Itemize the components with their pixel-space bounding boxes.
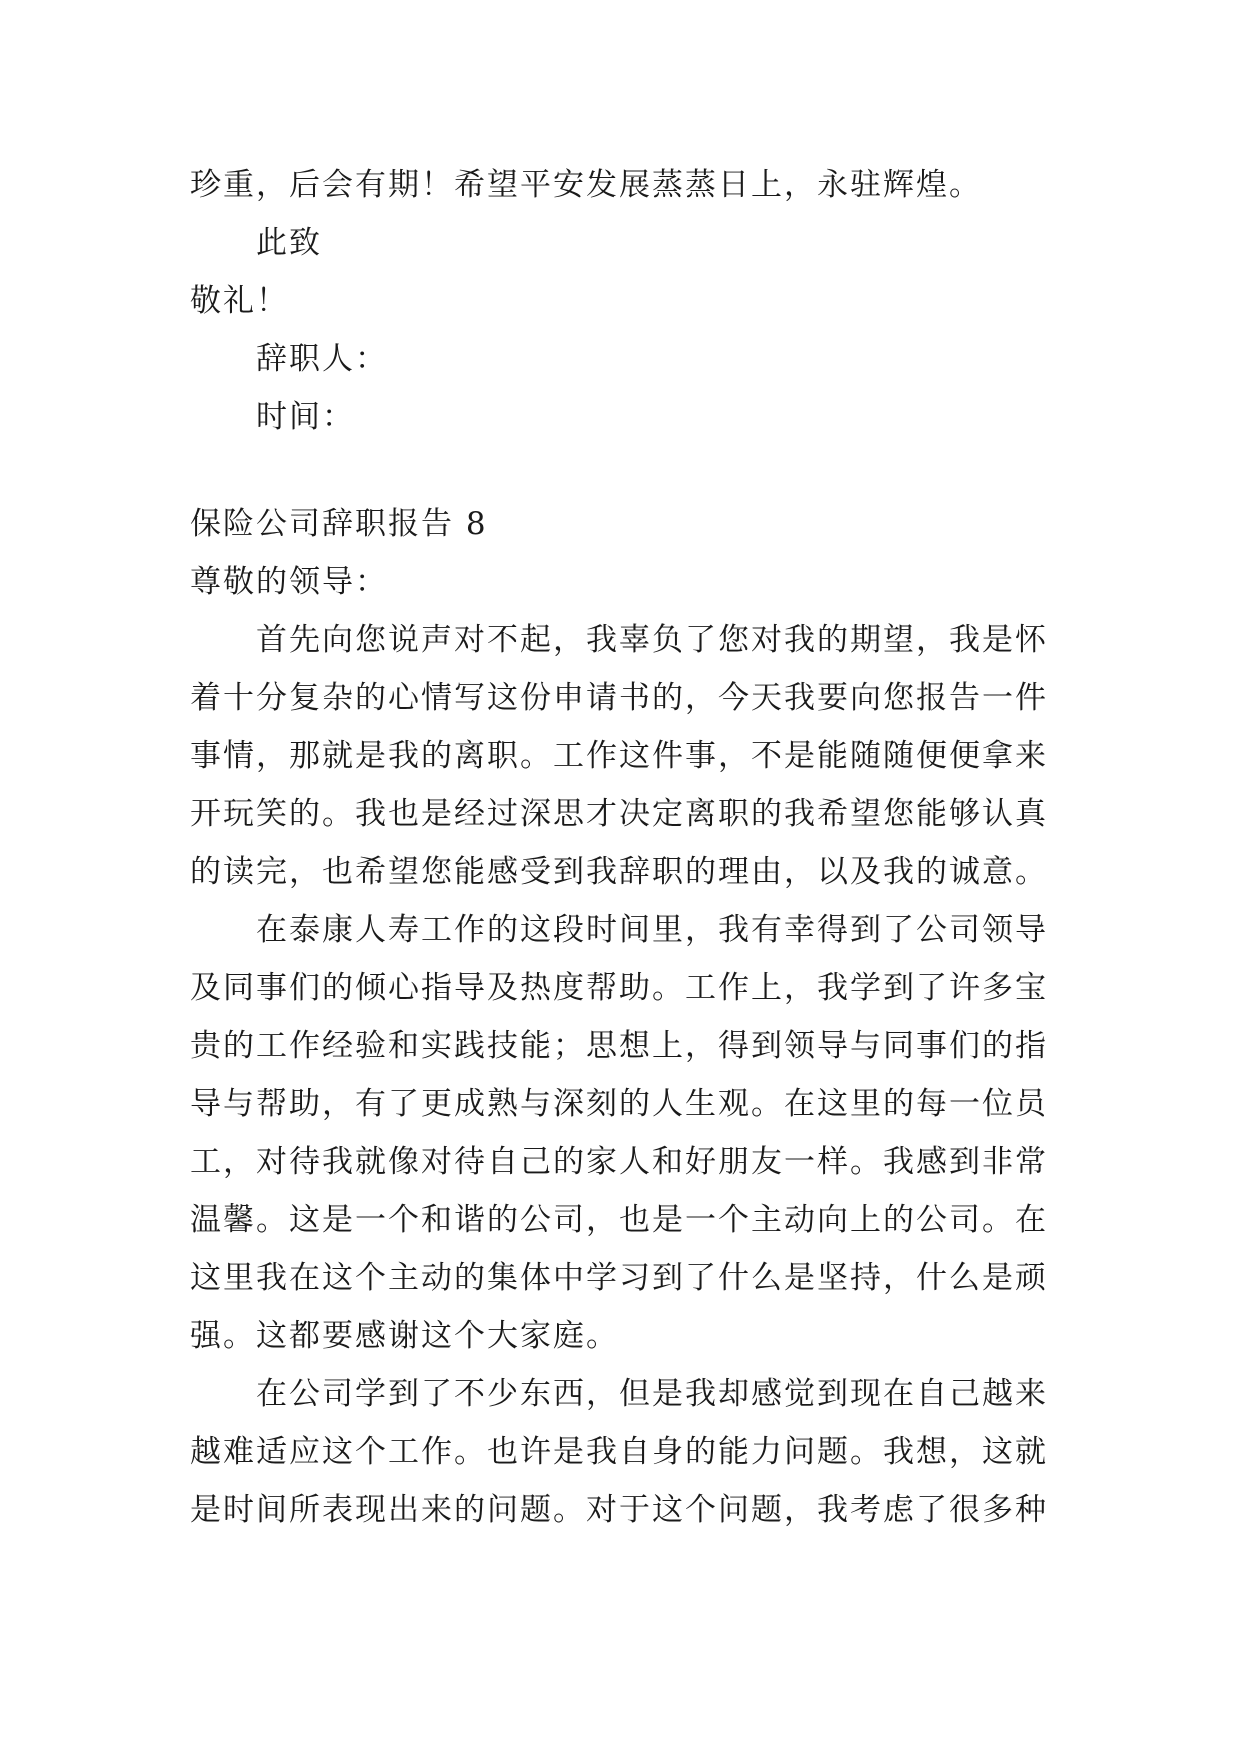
paragraph-line: 越难适应这个工作。也许是我自身的能力问题。我想，这就 xyxy=(190,1434,1048,1470)
paragraph-line: 工，对待我就像对待自己的家人和好朋友一样。我感到非常 xyxy=(190,1144,1048,1180)
salutation-cizhi: 此致 xyxy=(256,225,322,261)
resigner-label: 辞职人： xyxy=(256,341,388,377)
closing-wish-line: 珍重，后会有期！希望平安发展蒸蒸日上，永驻辉煌。 xyxy=(190,167,982,203)
paragraph-line: 导与帮助，有了更成熟与深刻的人生观。在这里的每一位员 xyxy=(190,1086,1048,1122)
paragraph-line: 温馨。这是一个和谐的公司，也是一个主动向上的公司。在 xyxy=(190,1202,1048,1238)
paragraph-line: 及同事们的倾心指导及热度帮助。工作上，我学到了许多宝 xyxy=(190,970,1048,1006)
greeting: 尊敬的领导： xyxy=(190,564,388,600)
report-title: 保险公司辞职报告 8 xyxy=(190,506,488,542)
paragraph-line: 开玩笑的。我也是经过深思才决定离职的我希望您能够认真 xyxy=(190,796,1048,832)
paragraph-line: 这里我在这个主动的集体中学习到了什么是坚持，什么是顽 xyxy=(190,1260,1048,1296)
paragraph-line: 强。这都要感谢这个大家庭。 xyxy=(190,1318,619,1354)
paragraph-line: 贵的工作经验和实践技能；思想上，得到领导与同事们的指 xyxy=(190,1028,1048,1064)
paragraph-line: 着十分复杂的心情写这份申请书的，今天我要向您报告一件 xyxy=(190,680,1048,716)
paragraph-line: 的读完，也希望您能感受到我辞职的理由，以及我的诚意。 xyxy=(190,854,1048,890)
paragraph-line: 是时间所表现出来的问题。对于这个问题，我考虑了很多种 xyxy=(190,1492,1048,1528)
salutation-jingli: 敬礼！ xyxy=(190,283,289,319)
paragraph-line: 在公司学到了不少东西，但是我却感觉到现在自己越来 xyxy=(256,1376,1048,1412)
paragraph-line: 首先向您说声对不起，我辜负了您对我的期望，我是怀 xyxy=(256,622,1048,658)
paragraph-line: 在泰康人寿工作的这段时间里，我有幸得到了公司领导 xyxy=(256,912,1048,948)
paragraph-line: 事情，那就是我的离职。工作这件事，不是能随随便便拿来 xyxy=(190,738,1048,774)
date-label: 时间： xyxy=(256,399,355,435)
